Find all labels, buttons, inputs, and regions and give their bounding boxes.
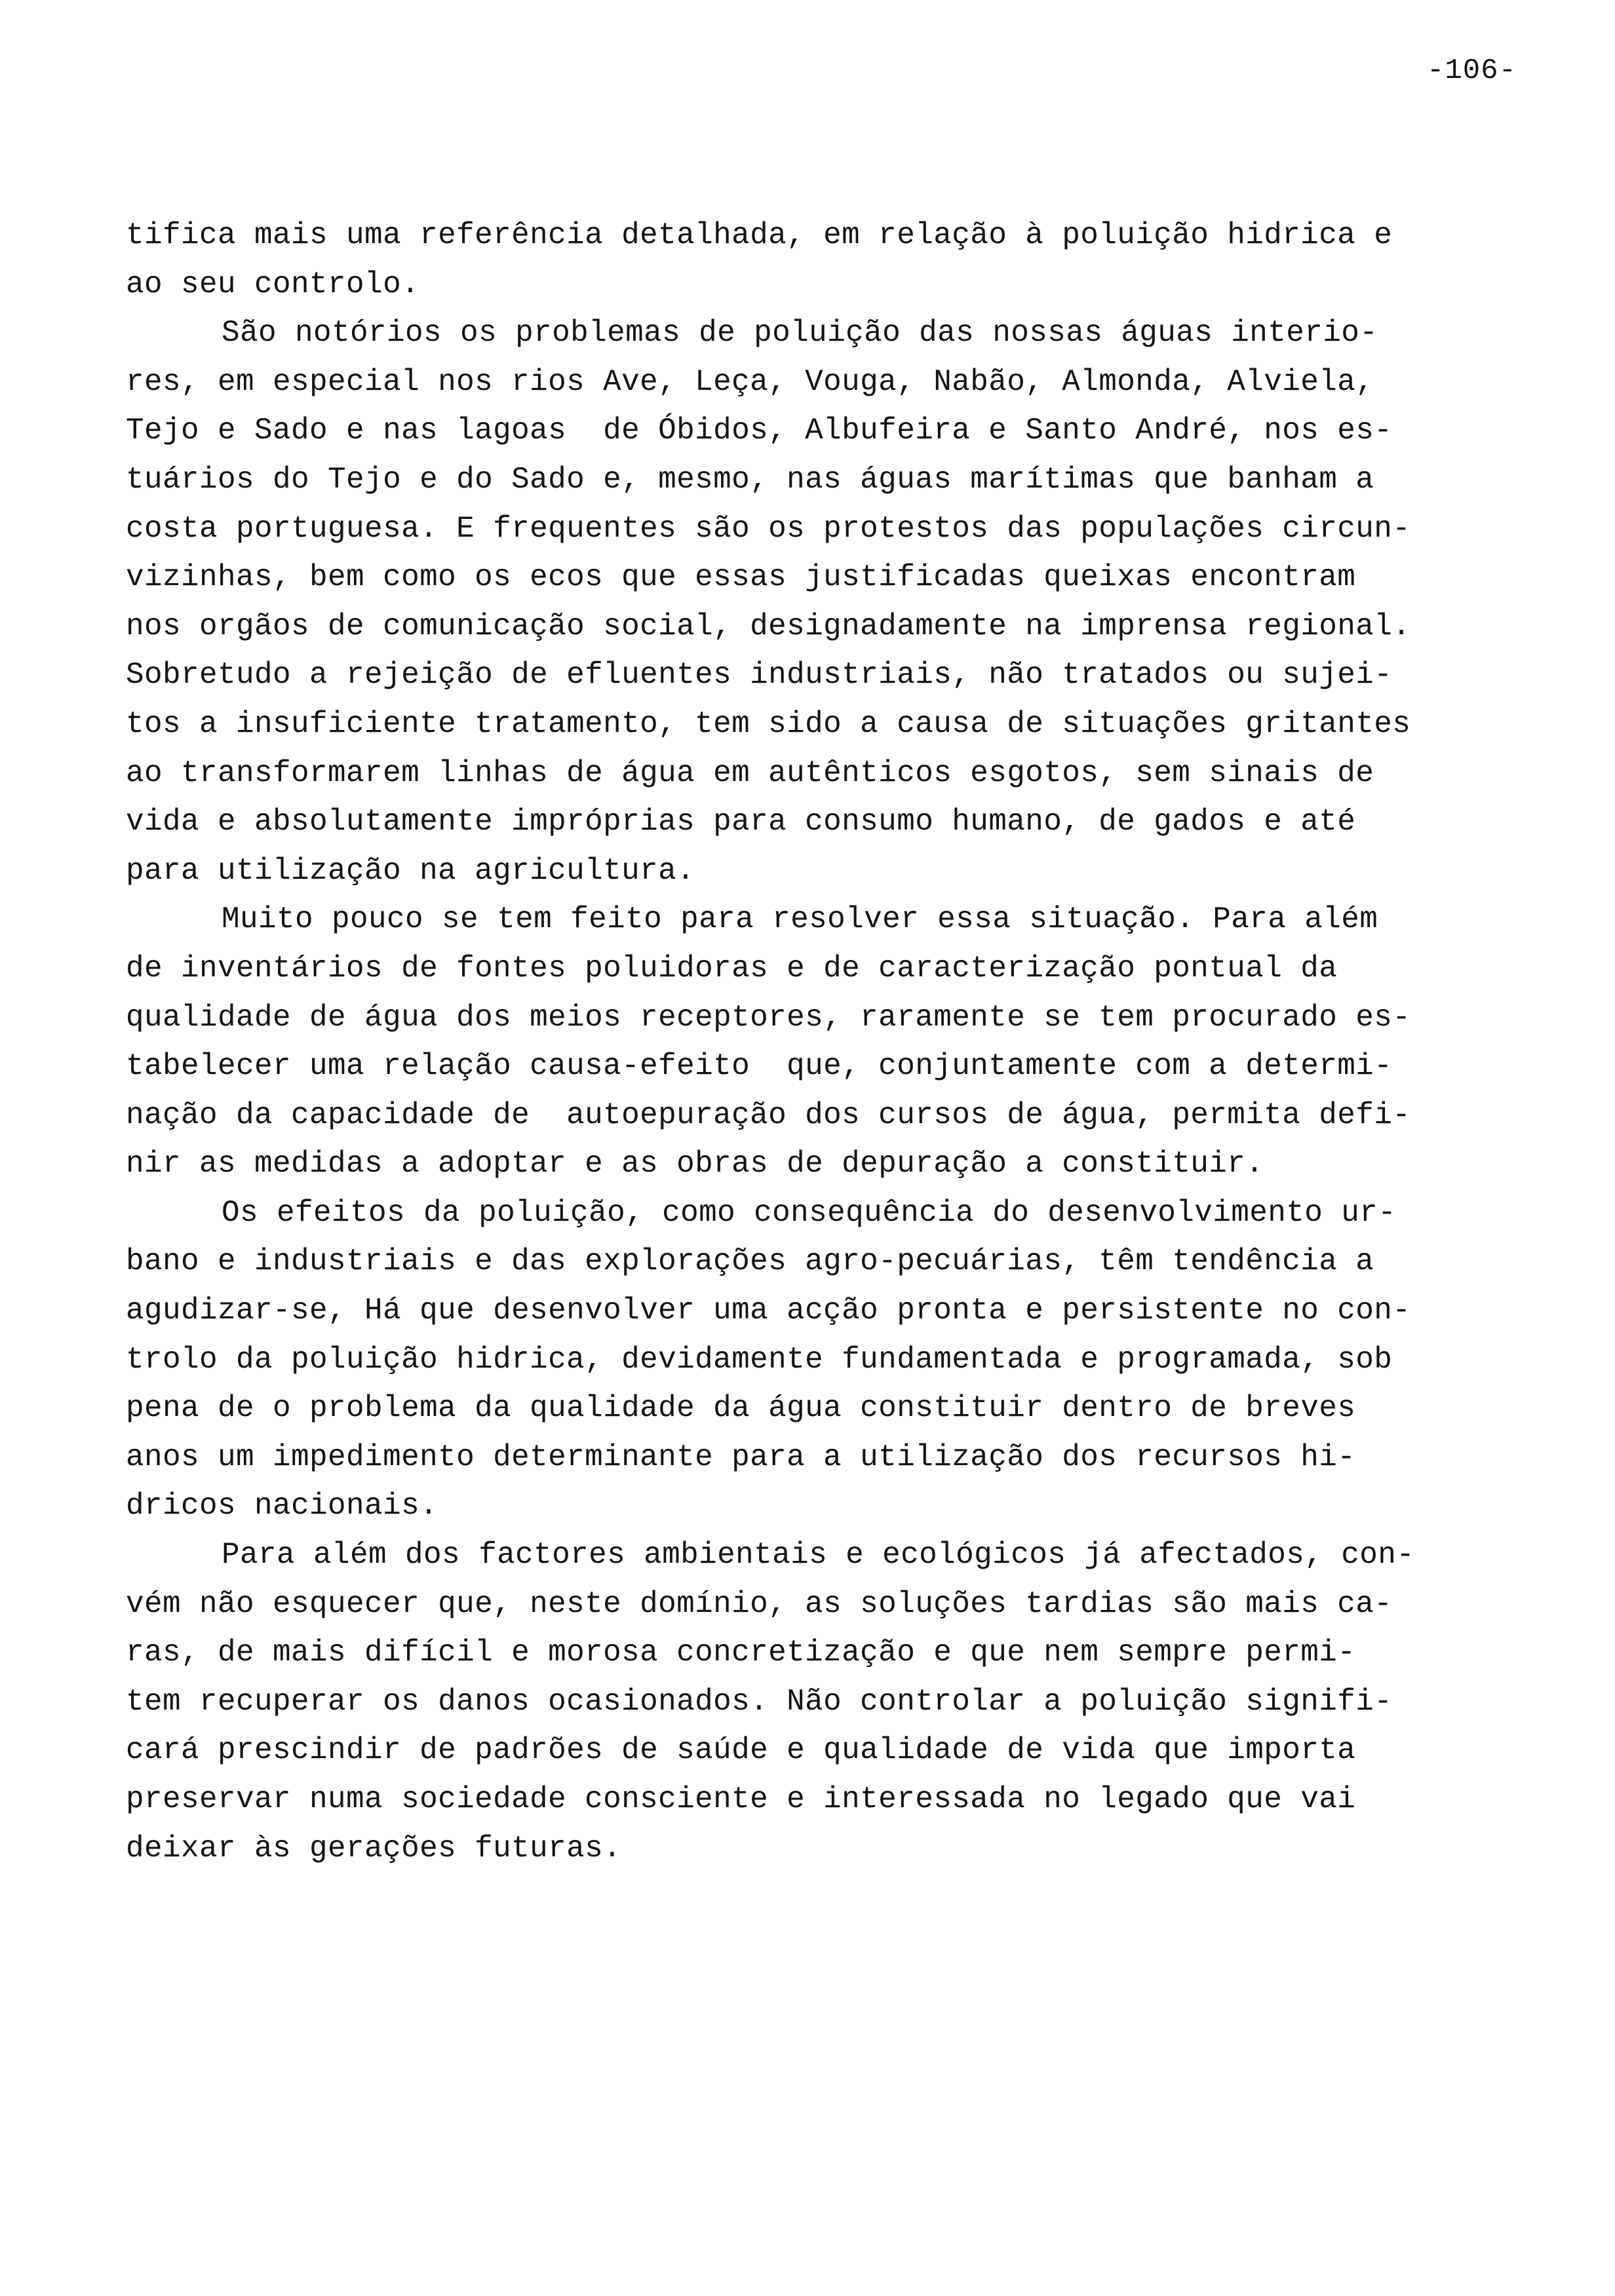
text-line: anos um impedimento determinante para a utilização dos recursos hi- — [126, 1440, 1356, 1474]
text-line: Os efeitos da poluição, como consequência do desenvolvimento ur- — [222, 1195, 1397, 1230]
text-line: Tejo e Sado e nas lagoas de Óbidos, Albufeira e Santo André, nos es- — [126, 413, 1393, 448]
text-line: preservar numa sociedade consciente e interessada no legado que vai — [126, 1782, 1356, 1816]
text-line: nos orgãos de comunicação social, designadamente na imprensa regional. — [126, 609, 1411, 643]
text-line: tem recuperar os danos ocasionados. Não controlar a poluição signifi- — [126, 1684, 1393, 1719]
text-line: nação da capacidade de autoepuração dos cursos de água, permita defi- — [126, 1098, 1411, 1132]
text-line: de inventários de fontes poluidoras e de caracterização pontual da — [126, 951, 1338, 985]
text-line: ras, de mais difícil e morosa concretização e que nem sempre permi- — [126, 1636, 1356, 1670]
text-line: tos a insuficiente tratamento, tem sido a causa de situações gritantes — [126, 706, 1411, 741]
text-line: vém não esquecer que, neste domínio, as soluções tardias são mais ca- — [126, 1586, 1393, 1621]
text-line: qualidade de água dos meios receptores, raramente se tem procurado es- — [126, 1000, 1411, 1035]
text-line: Muito pouco se tem feito para resolver essa situação. Para além — [222, 902, 1378, 937]
text-line: nir as medidas a adoptar e as obras de depuração a constituir. — [126, 1147, 1264, 1181]
text-line: agudizar-se, Há que desenvolver uma acção pronta e persistente no con- — [126, 1293, 1411, 1328]
text-line: vizinhas, bem como os ecos que essas justificadas queixas encontram — [126, 560, 1356, 595]
text-line: dricos nacionais. — [126, 1489, 438, 1523]
text-line: Sobretudo a rejeição de efluentes industriais, não tratados ou sujei- — [126, 658, 1393, 693]
text-line: São notórios os problemas de poluição das nossas águas interio- — [222, 316, 1378, 351]
text-line: para utilização na agricultura. — [126, 853, 695, 888]
text-line: trolo da poluição hidrica, devidamente fundamentada e programada, sob — [126, 1342, 1393, 1377]
page-number: -106- — [1426, 54, 1517, 87]
text-line: ao seu controlo. — [126, 267, 420, 301]
text-line: vida e absolutamente impróprias para consumo humano, de gados e até — [126, 805, 1356, 839]
text-line: ao transformarem linhas de água em autênticos esgotos, sem sinais de — [126, 756, 1374, 790]
text-line: tabelecer uma relação causa-efeito que, conjuntamente com a determi- — [126, 1049, 1393, 1084]
text-line: costa portuguesa. E frequentes são os protestos das populações circun- — [126, 511, 1411, 546]
text-line: res, em especial nos rios Ave, Leça, Vouga, Nabão, Almonda, Alviela, — [126, 364, 1374, 399]
text-line: deixar às gerações futuras. — [126, 1831, 622, 1866]
body-text — [126, 211, 1502, 1873]
text-line: cará prescindir de padrões de saúde e qualidade de vida que importa — [126, 1733, 1356, 1768]
text-line: pena de o problema da qualidade da água constituir dentro de breves — [126, 1391, 1356, 1426]
text-line: bano e industriais e das explorações agro-pecuárias, têm tendência a — [126, 1244, 1374, 1279]
text-line: tuários do Tejo e do Sado e, mesmo, nas águas marítimas que banham a — [126, 462, 1374, 497]
text-line: tifica mais uma referência detalhada, em relação à poluição hidrica e — [126, 218, 1393, 252]
text-line: Para além dos factores ambientais e ecológicos já afectados, con- — [222, 1538, 1415, 1573]
